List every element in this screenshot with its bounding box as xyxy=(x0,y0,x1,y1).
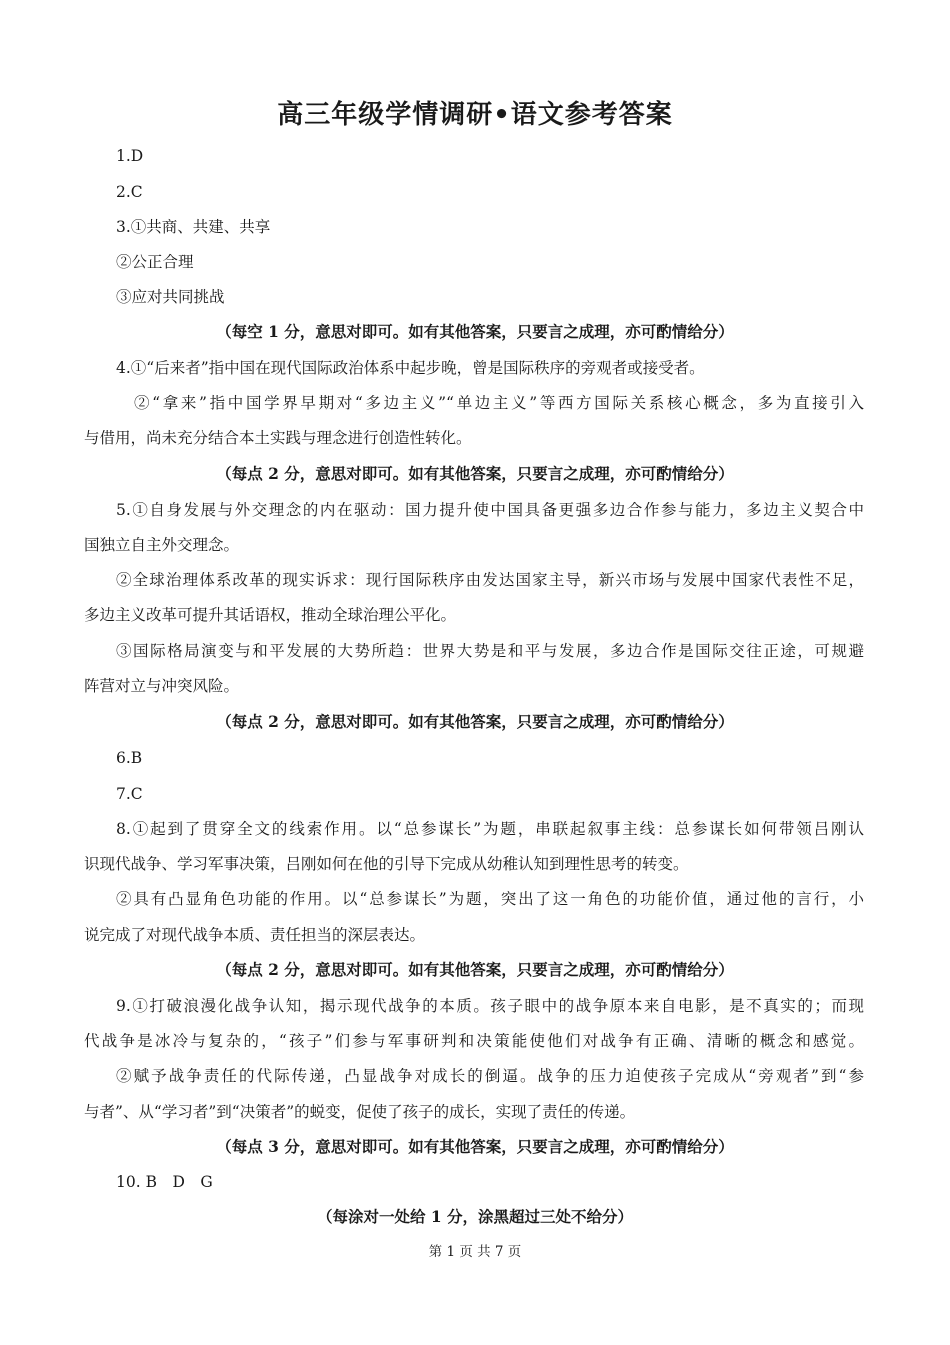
answer-10: 10. B D G xyxy=(116,1173,213,1191)
page-number-footer: 第 1 页 共 7 页 xyxy=(428,1244,522,1260)
answer-7: 7.C xyxy=(116,785,143,803)
answer-3-part-1: 3.①共商、共建、共享 xyxy=(116,218,271,236)
answer-8-part-2-line-1: ②具有凸显角色功能的作用。以“总参谋长”为题，突出了这一角色的功能价值，通过他的言行，小 xyxy=(116,890,864,908)
answer-4-part-2-line-1: ②“拿来”指中国学界早期对“多边主义”“单边主义”等西方国际关系核心概念，多为直接引入 xyxy=(134,394,864,412)
page-title: 高三年级学情调研•语文参考答案 xyxy=(277,100,673,130)
answer-8-part-2-line-2: 说完成了对现代战争本质、责任担当的深层表达。 xyxy=(84,926,426,944)
answer-5-part-3-line-1: ③国际格局演变与和平发展的大势所趋：世界大势是和平与发展，多边合作是国际交往正途，可规避 xyxy=(116,642,864,660)
answer-9-part-1-line-2: 代战争是冰冷与复杂的，“孩子”们参与军事研判和决策能使他们对战争有正确、清晰的概念和感觉。 xyxy=(84,1032,864,1050)
answer-8-part-1-line-2: 识现代战争、学习军事决策，吕刚如何在他的引导下完成从幼稚认知到理性思考的转变。 xyxy=(84,855,689,873)
scoring-note-5: （每点 2 分，意思对即可。如有其他答案，只要言之成理，亦可酌情给分） xyxy=(216,712,734,731)
answer-3-part-2: ②公正合理 xyxy=(116,253,194,271)
answer-5-part-1-line-2: 国独立自主外交理念。 xyxy=(84,536,240,554)
answer-3-part-3: ③应对共同挑战 xyxy=(116,288,225,306)
answer-9-part-1-line-1: 9.①打破浪漫化战争认知，揭示现代战争的本质。孩子眼中的战争原本来自电影，是不真实的；而现 xyxy=(116,997,864,1015)
answer-5-part-2-line-2: 多边主义改革可提升其话语权，推动全球治理公平化。 xyxy=(84,606,457,624)
answer-8-part-1-line-1: 8.①起到了贯穿全文的线索作用。以“总参谋长”为题，串联起叙事主线：总参谋长如何带领吕刚认 xyxy=(116,820,864,838)
scoring-note-10: （每涂对一处给 1 分，涂黑超过三处不给分） xyxy=(316,1207,634,1226)
answer-5-part-2-line-1: ②全球治理体系改革的现实诉求：现行国际秩序由发达国家主导，新兴市场与发展中国家代表性不足， xyxy=(116,571,864,589)
scoring-note-8: （每点 2 分，意思对即可。如有其他答案，只要言之成理，亦可酌情给分） xyxy=(216,960,734,979)
answer-5-part-3-line-2: 阵营对立与冲突风险。 xyxy=(84,677,240,695)
answer-9-part-2-line-1: ②赋予战争责任的代际传递，凸显战争对成长的倒逼。战争的压力迫使孩子完成从“旁观者”到“参 xyxy=(116,1067,864,1085)
answer-9-part-2-line-2: 与者”、从“学习者”到“决策者”的蜕变，促使了孩子的成长，实现了责任的传递。 xyxy=(84,1103,636,1121)
scoring-note-9: （每点 3 分，意思对即可。如有其他答案，只要言之成理，亦可酌情给分） xyxy=(216,1137,734,1156)
scoring-note-3: （每空 1 分，意思对即可。如有其他答案，只要言之成理，亦可酌情给分） xyxy=(216,322,734,341)
answer-5-part-1-line-1: 5.①自身发展与外交理念的内在驱动：国力提升使中国具备更强多边合作参与能力，多边主义契合中 xyxy=(116,501,864,519)
answer-4-part-1: 4.①“后来者”指中国在现代国际政治体系中起步晚，曾是国际秩序的旁观者或接受者。 xyxy=(116,359,705,377)
answer-4-part-2-line-2: 与借用，尚未充分结合本土实践与理念进行创造性转化。 xyxy=(84,429,472,447)
answer-6: 6.B xyxy=(116,749,143,767)
scoring-note-4: （每点 2 分，意思对即可。如有其他答案，只要言之成理，亦可酌情给分） xyxy=(216,464,734,483)
answer-2: 2.C xyxy=(116,183,143,201)
answer-1: 1.D xyxy=(116,147,144,165)
